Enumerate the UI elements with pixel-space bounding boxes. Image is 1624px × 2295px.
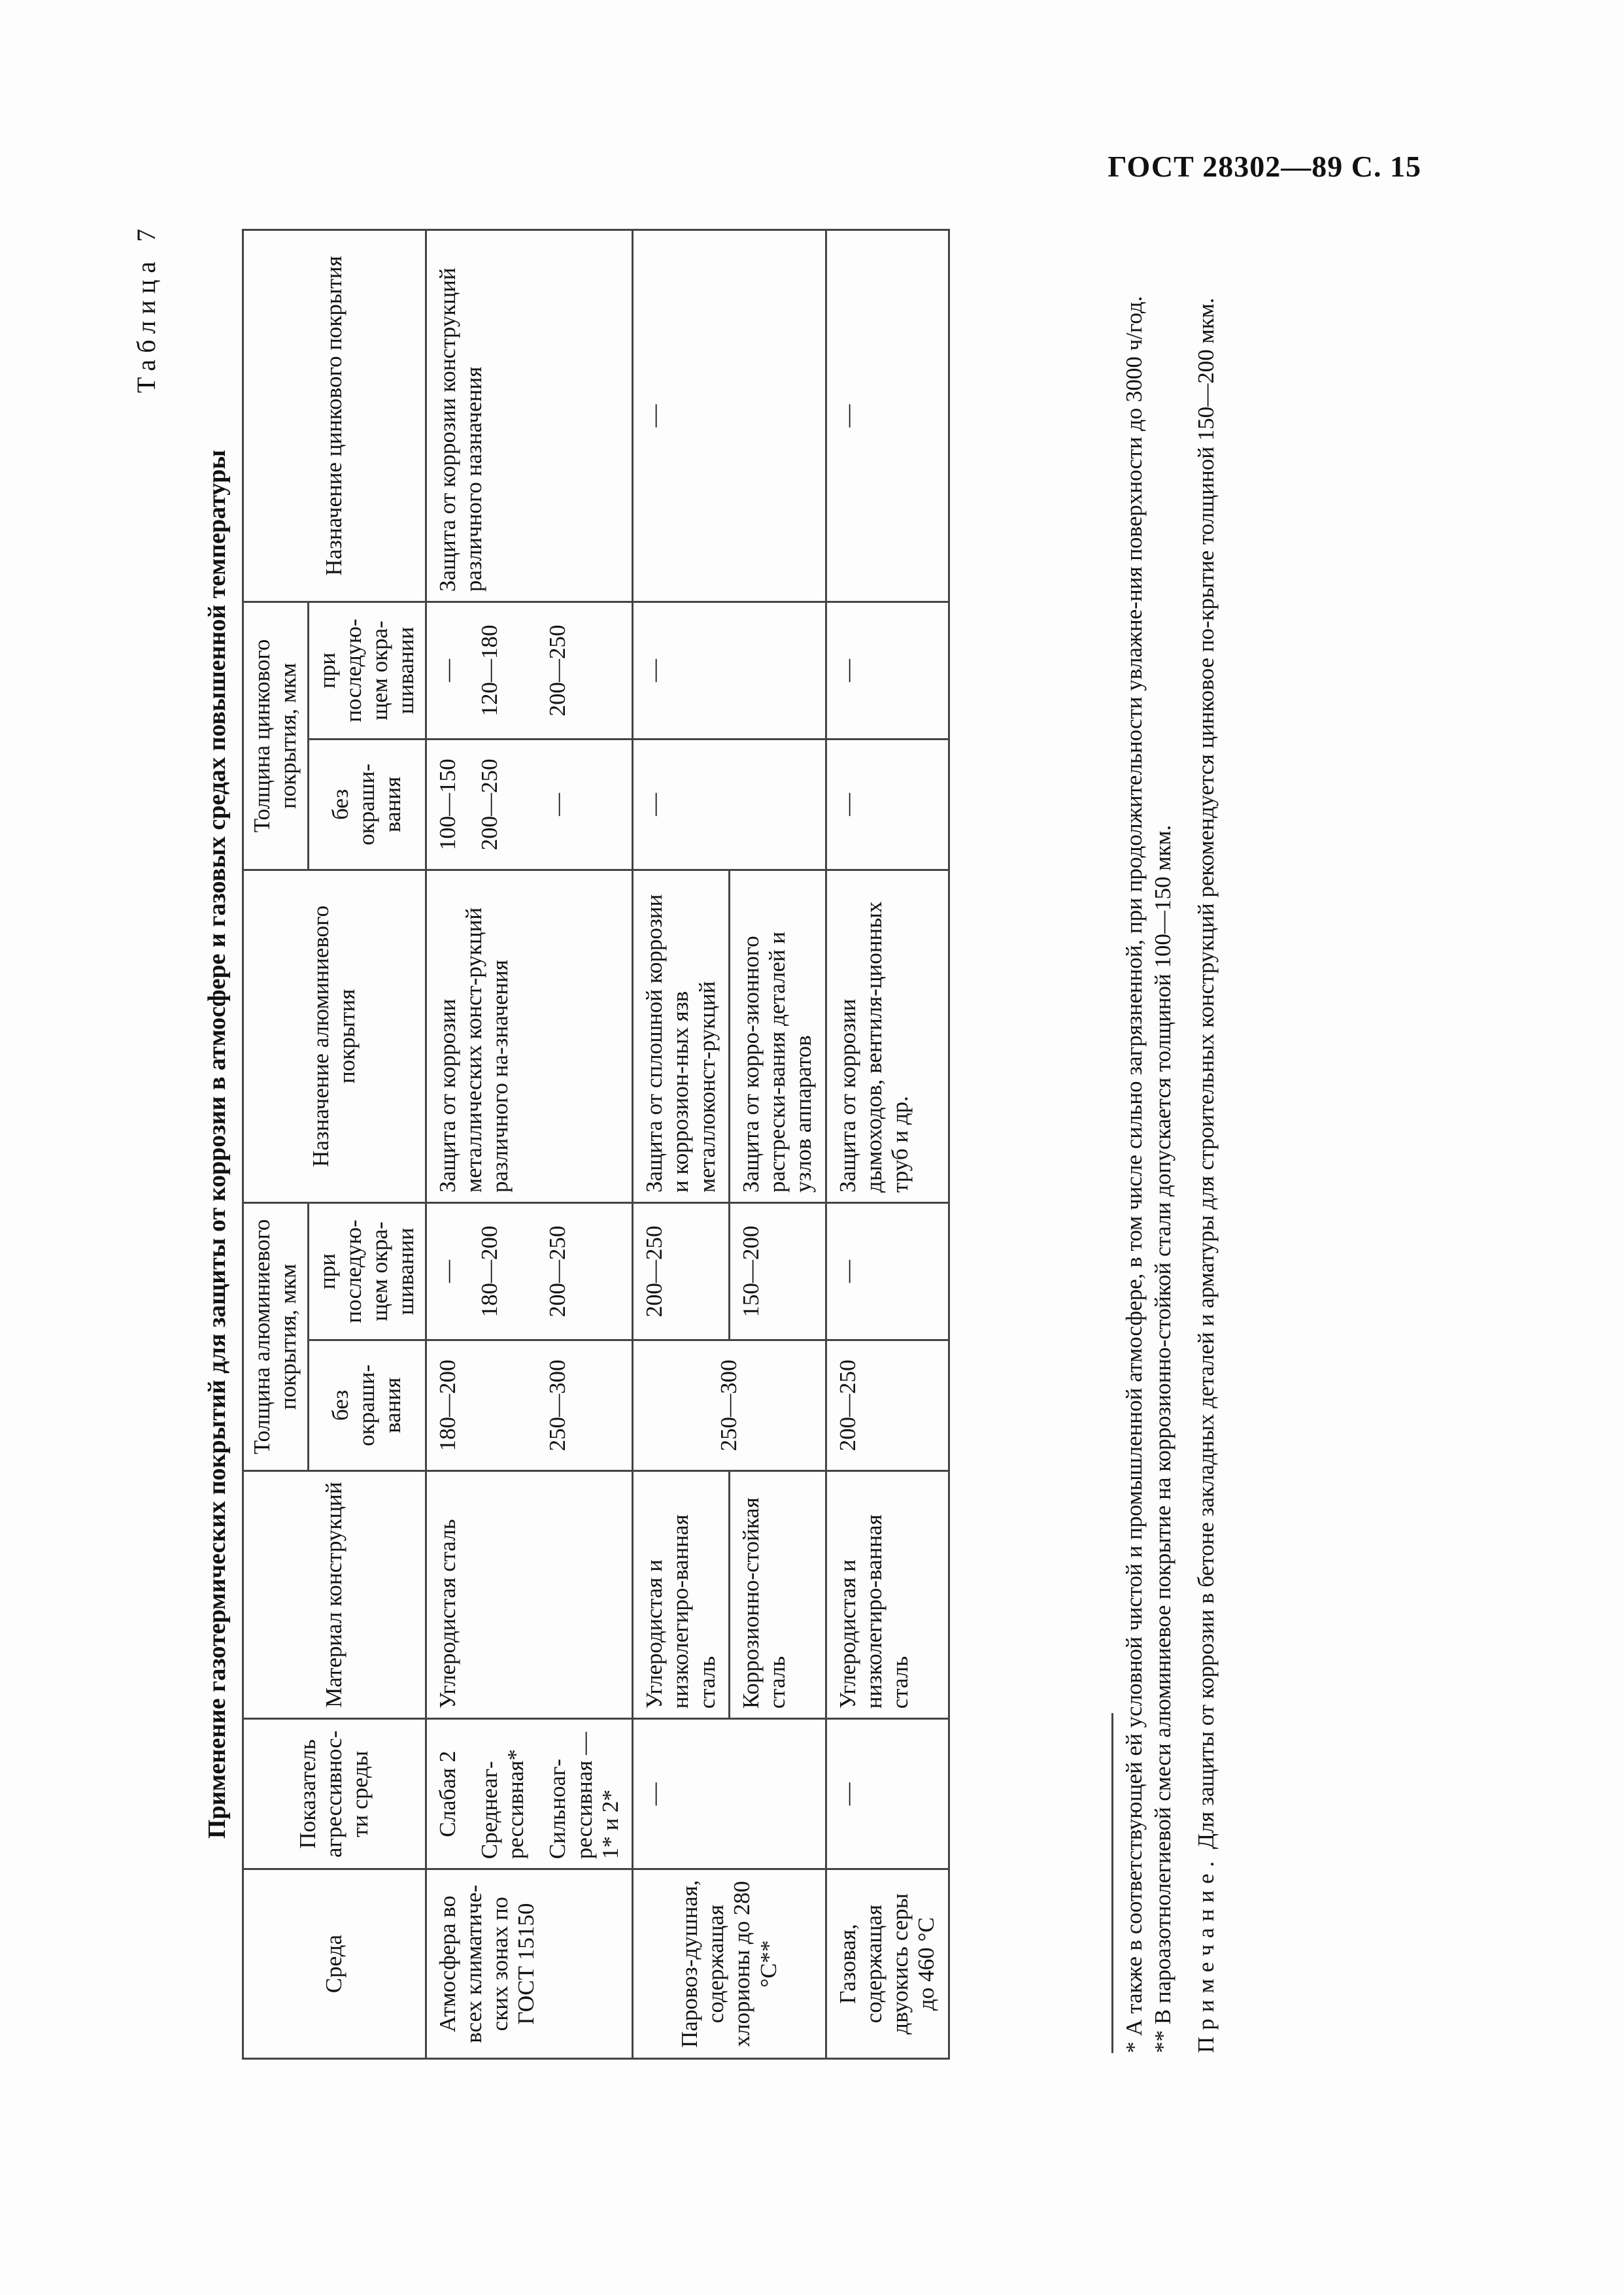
env-cell: Атмосфера во всех климатиче-ских зонах по ГОСТ 15150	[426, 1869, 633, 2059]
zn-purpose-cell: —	[633, 230, 826, 602]
col-zn-purpose: Назначение цинкового покрытия	[243, 230, 426, 602]
col-zn-thickness: Толщина цинкового покрытия, мкм	[243, 602, 309, 870]
al-purpose-cell: Защита от коррозии металлических конст-рукций различного на-значения	[426, 870, 633, 1202]
zn-no-paint-cell: 100—150	[426, 739, 469, 870]
material-cell: Углеродистая сталь	[426, 1470, 633, 1719]
al-no-paint-cell: 180—200	[426, 1340, 469, 1470]
zn-with-paint-cell: 200—250	[537, 602, 632, 740]
col-env: Среда	[243, 1869, 426, 2059]
footnote-2: ** В пароазотнолегиевой смеси алюминиевое покрытие на коррозионно-стойкой стали допускается толщиной 100—150 мкм.	[1149, 824, 1176, 2053]
footnote-rule	[1111, 1713, 1113, 2053]
al-no-paint-cell: 250—300	[633, 1340, 826, 1470]
table-row	[633, 230, 730, 2059]
aggr-cell: —	[633, 1719, 826, 1869]
al-purpose-cell: Защита от коррозии дымоходов, вентиля-ционных труб и др.	[826, 870, 949, 1202]
env-cell: Газовая, содержащая двуокись серы до 460 °С	[826, 1869, 949, 2059]
env-cell: Паровоз-душная, содержащая хлорионы до 280 °С**	[633, 1869, 826, 2059]
aggr-cell: Среднеаг-рессивная*	[469, 1719, 537, 1869]
al-with-paint-cell: —	[826, 1203, 949, 1340]
col-al-no-paint: без окраши-вания	[308, 1340, 426, 1470]
rotated-table-block	[131, 216, 1294, 2073]
col-aggressiveness: Показатель агрессивнос-ти среды	[243, 1719, 426, 1869]
table-label: Таблица 7	[131, 222, 161, 394]
note-text: Для защиты от коррозии в бетоне закладных деталей и арматуры для строительных конструкций рекомендуется цинковое по-крытие толщиной 150—200 мкм.	[1193, 298, 1219, 1850]
col-zn-with-paint: при последую-щем окра-шивании	[308, 602, 426, 740]
material-cell: Коррозионно-стойкая сталь	[729, 1470, 826, 1719]
zn-with-paint-cell: —	[826, 602, 949, 740]
table-row	[826, 230, 949, 2059]
header-row-1	[243, 230, 309, 2059]
col-al-thickness: Толщина алюминиевого покрытия, мкм	[243, 1203, 309, 1471]
material-cell: Углеродистая и низколегиро-ванная сталь	[826, 1470, 949, 1719]
note-label: Примечание.	[1193, 1854, 1219, 2053]
note	[1192, 235, 1221, 2053]
al-no-paint-cell	[469, 1340, 537, 1470]
al-with-paint-cell: 150—200	[729, 1203, 826, 1340]
al-with-paint-cell: 200—250	[633, 1203, 730, 1340]
zn-no-paint-cell: —	[826, 739, 949, 870]
zn-purpose-cell: Защита от коррозии конструкций различного назначения	[426, 230, 633, 602]
al-with-paint-cell: 200—250	[537, 1203, 632, 1340]
al-no-paint-cell: 200—250	[826, 1340, 949, 1470]
col-al-purpose: Назначение алюминиевого покрытия	[243, 870, 426, 1202]
al-with-paint-cell: 180—200	[469, 1203, 537, 1340]
col-zn-no-paint: без окраши-вания	[308, 739, 426, 870]
al-purpose-cell: Защита от сплошной коррозии и коррозион-ных язв металлоконст-рукций	[633, 870, 730, 1202]
zn-no-paint-cell: 200—250	[469, 739, 537, 870]
col-al-with-paint: при последую-щем окра-шивании	[308, 1203, 426, 1340]
zn-purpose-cell: —	[826, 230, 949, 602]
aggr-cell: Сильноаг-рессивная — 1* и 2*	[537, 1719, 632, 1869]
al-purpose-cell: Защита от корро-зионного растрески-вания деталей и узлов аппаратов	[729, 870, 826, 1202]
aggr-cell: Слабая 2	[426, 1719, 469, 1869]
aggr-cell: —	[826, 1719, 949, 1869]
zn-no-paint-cell: —	[537, 739, 632, 870]
page-header: ГОСТ 28302—89 С. 15	[1108, 150, 1421, 183]
footnote-1: * А также в соответствующей ей условной чистой и промышленной атмосфере, в том числе сильно загрязненной, при продолжительности увлажне-ния поверхности до 3000 ч/год.	[1121, 296, 1147, 2053]
material-cell: Углеродистая и низколегиро-ванная сталь	[633, 1470, 730, 1719]
table-row	[426, 230, 469, 2059]
footnotes	[1111, 235, 1220, 2053]
zn-with-paint-cell: —	[426, 602, 469, 740]
col-material: Материал конструкций	[243, 1470, 426, 1719]
coatings-table	[242, 229, 950, 2060]
al-no-paint-cell: 250—300	[537, 1340, 632, 1470]
zn-with-paint-cell: —	[633, 602, 826, 740]
zn-no-paint-cell: —	[633, 739, 826, 870]
al-with-paint-cell: —	[426, 1203, 469, 1340]
zn-with-paint-cell: 120—180	[469, 602, 537, 740]
table-title: Применение газотермических покрытий для защиты от коррозии в атмосфере и газовых средах повышенной температуры	[203, 449, 231, 1839]
